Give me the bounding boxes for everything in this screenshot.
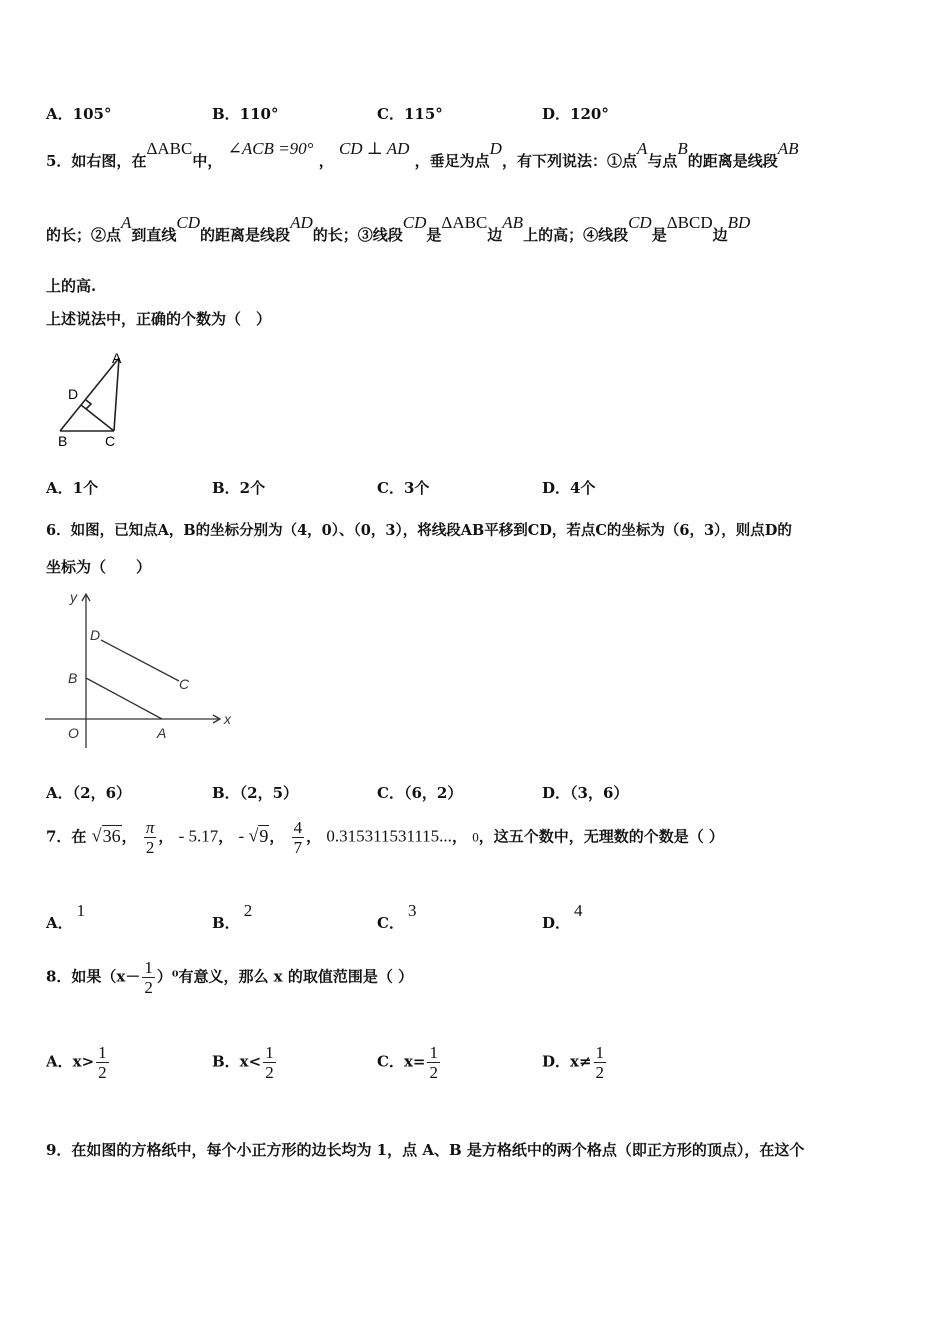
sqrt-36: √36 (91, 825, 121, 846)
separator: ， (306, 827, 322, 846)
q5-text: 是 (651, 226, 667, 244)
label-y: y (70, 589, 77, 605)
denominator: 2 (429, 1063, 438, 1082)
math-bd: BD (727, 213, 751, 232)
q6-option-a: A．（2，6） (46, 784, 132, 802)
q4-option-c: C．115° (377, 105, 443, 123)
separator: ， (269, 827, 285, 846)
option-label: C． (377, 914, 404, 932)
q8-text: ）⁰有意义，那么 x 的取值范围是（ ） (156, 967, 414, 986)
minus-sign: - (238, 826, 249, 846)
math-ab: AB (502, 213, 524, 232)
fraction-one-half (427, 1043, 440, 1082)
number-repeating: 0.315311531115... (326, 826, 452, 846)
math-ab: AB (777, 139, 799, 158)
q5-text: 的距离是线段 (200, 226, 291, 244)
option-label: D． (542, 914, 571, 932)
q6-line-2: 坐标为（ ） (46, 558, 152, 576)
q5-line-3: 上的高. (46, 277, 97, 295)
q4-option-b: B．110° (212, 105, 279, 123)
fraction-one-half (263, 1043, 276, 1082)
numerator: 1 (595, 1043, 605, 1062)
q5-text: 的长；②点 (46, 226, 122, 244)
denominator: 2 (144, 978, 153, 997)
option-label: D．x≠ (542, 1052, 592, 1071)
denominator: 2 (265, 1063, 274, 1082)
option-label: C．x= (377, 1052, 426, 1071)
q5-text: 的距离是线段 (687, 152, 778, 170)
label-d: D (90, 627, 101, 643)
q7-option-b (212, 901, 253, 933)
label-a: A (157, 725, 167, 741)
q5-text: 边 (712, 226, 728, 244)
fraction-4-over-7 (292, 818, 305, 857)
q8-option-a (46, 1043, 111, 1082)
q5-option-b: B．2个 (212, 479, 266, 497)
sqrt-9: √9 (248, 825, 269, 846)
fraction-pi-over-2 (144, 818, 157, 857)
fraction-one-half (96, 1043, 109, 1082)
q5-text: 上的高；④线段 (523, 226, 629, 244)
label-b: B (58, 433, 68, 448)
option-value: 1 (76, 901, 86, 920)
q8-option-d (542, 1043, 608, 1082)
q5-text: 边 (487, 226, 503, 244)
q5-text: 中， (192, 152, 223, 170)
denominator: 7 (293, 838, 303, 857)
denominator: 2 (98, 1063, 107, 1082)
option-value: 4 (574, 901, 583, 920)
math-angle-acb: ∠ACB =90° (227, 139, 314, 158)
numerator: 1 (98, 1043, 107, 1062)
q5-text: ，有下列说法：①点 (501, 152, 637, 170)
fraction-one-half (594, 1043, 607, 1082)
math-cd: CD (628, 213, 652, 232)
q6-line-1: 6．如图，已知点A，B的坐标分别为（4，0）、（0，3），将线段AB平移到CD，若点C的坐标为（6，3），则点D的 (46, 522, 792, 539)
denominator: 2 (595, 1063, 605, 1082)
q7-option-d (542, 901, 583, 933)
q5-option-c: C．3个 (377, 479, 430, 497)
q5-text: ， (318, 152, 334, 170)
option-label: A． (46, 914, 73, 932)
q8-line (46, 958, 413, 997)
q6-option-b: B．（2，5） (212, 784, 299, 802)
q5-text: 5．如右图，在 (46, 152, 147, 170)
q5-option-a: A．1个 (46, 479, 99, 497)
denominator: 2 (144, 837, 157, 857)
label-a: A (112, 350, 122, 366)
math-d: D (489, 139, 502, 158)
number-neg-5-17: - 5.17 (178, 826, 219, 846)
q5-text: 与点 (647, 152, 678, 170)
q8-text: 8．如果（x－ (46, 967, 141, 986)
label-b: B (68, 670, 78, 686)
math-triangle-bcd: ΔBCD (666, 213, 713, 232)
segment-ab (86, 678, 162, 719)
number-zero: 0 (472, 829, 479, 845)
math-triangle-abc: ΔABC (441, 213, 488, 232)
math-cd: CD (402, 213, 427, 232)
numerator: π (145, 818, 155, 837)
math-cd: CD (176, 213, 201, 232)
math-triangle-abc: ΔABC (146, 139, 193, 158)
separator: ， (451, 827, 467, 846)
q6-option-c: C．（6，2） (377, 784, 463, 802)
q7-text: ，这五个数中，无理数的个数是（ ） (478, 827, 724, 846)
q6-option-d: D．（3，6） (542, 784, 629, 802)
q7-text: 7．在 (46, 827, 87, 846)
option-label: B． (212, 914, 240, 932)
separator: ， (121, 827, 137, 846)
q5-line-2 (46, 213, 751, 245)
q7-option-c (377, 901, 417, 933)
q5-line-1 (46, 139, 799, 171)
numerator: 1 (144, 958, 153, 977)
separator: ， (218, 827, 234, 846)
option-value: 2 (243, 901, 253, 920)
option-label: B．x< (212, 1052, 262, 1071)
label-c: C (105, 433, 116, 448)
math-perpendicular: CD ⊥ AD (338, 139, 410, 158)
math-a: A (636, 139, 648, 158)
fraction-one-half (142, 958, 155, 997)
label-c: C (179, 676, 190, 692)
radicand-9: 9 (259, 825, 269, 846)
math-ad: AD (290, 213, 313, 232)
label-o: O (68, 725, 79, 741)
q8-option-c (377, 1043, 442, 1082)
q6-coordinate-figure (42, 588, 242, 748)
math-a: A (121, 213, 132, 232)
q4-option-a: A．105° (46, 105, 112, 123)
separator: ， (158, 827, 174, 846)
q5-option-d: D．4个 (542, 479, 596, 497)
option-value: 3 (407, 901, 417, 920)
q5-text: 是 (426, 226, 442, 244)
segment-ca (114, 358, 119, 431)
q5-triangle-figure (55, 348, 135, 448)
numerator: 4 (293, 818, 303, 837)
segment-dc (101, 640, 179, 681)
right-angle-mark (86, 400, 91, 409)
q5-text: ，垂足为点 (414, 152, 490, 170)
q7-option-a (46, 901, 86, 933)
q5-question: 上述说法中，正确的个数为（ ） (46, 310, 272, 328)
q8-option-b (212, 1043, 278, 1082)
numerator: 1 (429, 1043, 438, 1062)
option-label: A．x> (46, 1052, 95, 1071)
q9-line-1: 9．在如图的方格纸中，每个小正方形的边长均为 1，点 A、B 是方格纸中的两个格点（即正方形的顶点），在这个 (46, 1141, 805, 1159)
q5-text: 到直线 (131, 226, 177, 244)
q7-line (46, 818, 724, 857)
numerator: 1 (265, 1043, 274, 1062)
q5-text: 的长；③线段 (312, 226, 403, 244)
radicand-36: 36 (102, 825, 121, 846)
label-d: D (68, 386, 79, 402)
q4-option-d: D．120° (542, 105, 609, 123)
math-b: B (677, 139, 688, 158)
label-x: x (224, 711, 231, 727)
